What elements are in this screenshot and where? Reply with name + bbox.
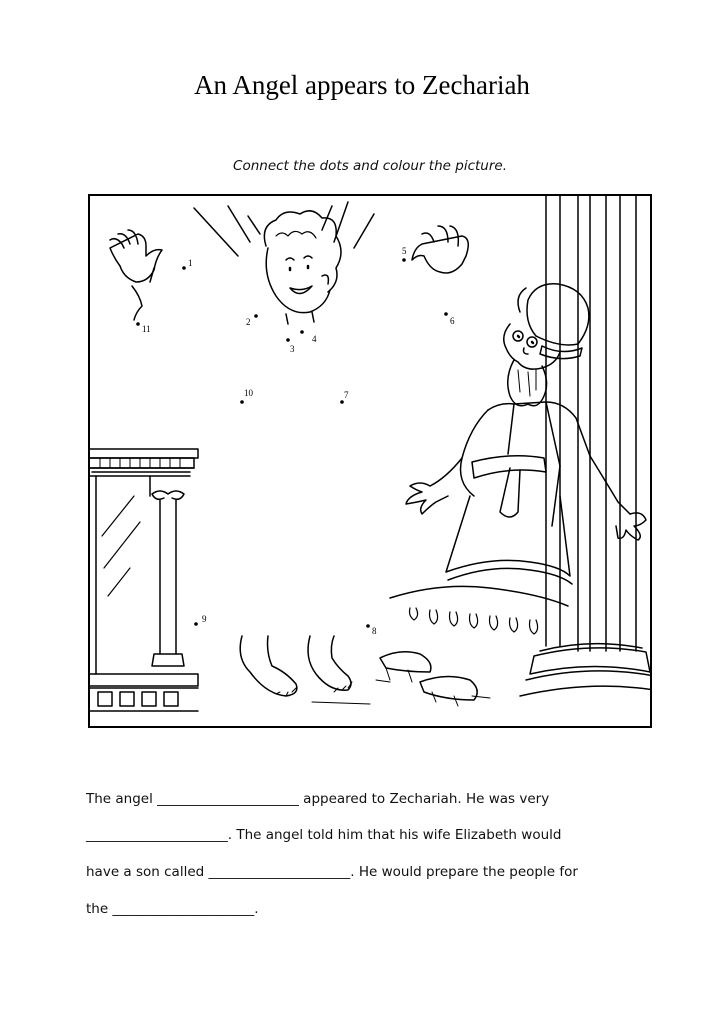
- dot-to-dot-picture: [88, 194, 652, 728]
- dot-6: [444, 312, 448, 316]
- dot-label-6: 6: [450, 316, 455, 326]
- dot-5: [402, 258, 406, 262]
- dot-label-1: 1: [188, 258, 193, 268]
- dot-label-3: 3: [290, 344, 295, 354]
- fill-in-sentence-3: have a son called _____________________. He would prepare the people for: [86, 864, 578, 880]
- dot-9: [194, 622, 198, 626]
- dot-10: [240, 400, 244, 404]
- fill-in-sentence-1: The angel _____________________ appeared to Zechariah. He was very: [86, 791, 550, 807]
- page-title: An Angel appears to Zechariah: [194, 70, 530, 100]
- fill-in-sentence-2: _____________________. The angel told him that his wife Elizabeth would: [86, 827, 562, 843]
- dot-label-7: 7: [344, 390, 349, 400]
- dot-label-4: 4: [312, 334, 317, 344]
- dot-label-5: 5: [402, 246, 407, 256]
- dot-label-11: 11: [142, 324, 151, 334]
- dot-label-2: 2: [246, 317, 251, 327]
- instruction-text: Connect the dots and colour the picture.: [233, 158, 507, 174]
- dot-3: [286, 338, 290, 342]
- dot-2: [254, 314, 258, 318]
- dot-1: [182, 266, 186, 270]
- altar-drawing: [90, 449, 198, 711]
- angel-zechariah-illustration: [90, 196, 652, 728]
- dot-8: [366, 624, 370, 628]
- angel-drawing: [110, 202, 468, 704]
- dot-4: [300, 330, 304, 334]
- dot-11: [136, 322, 140, 326]
- connect-dots: [136, 258, 448, 628]
- dot-label-8: 8: [372, 626, 377, 636]
- fill-in-sentence-4: the _____________________.: [86, 901, 259, 917]
- dot-label-9: 9: [202, 614, 207, 624]
- dot-7: [340, 400, 344, 404]
- dot-label-10: 10: [244, 388, 253, 398]
